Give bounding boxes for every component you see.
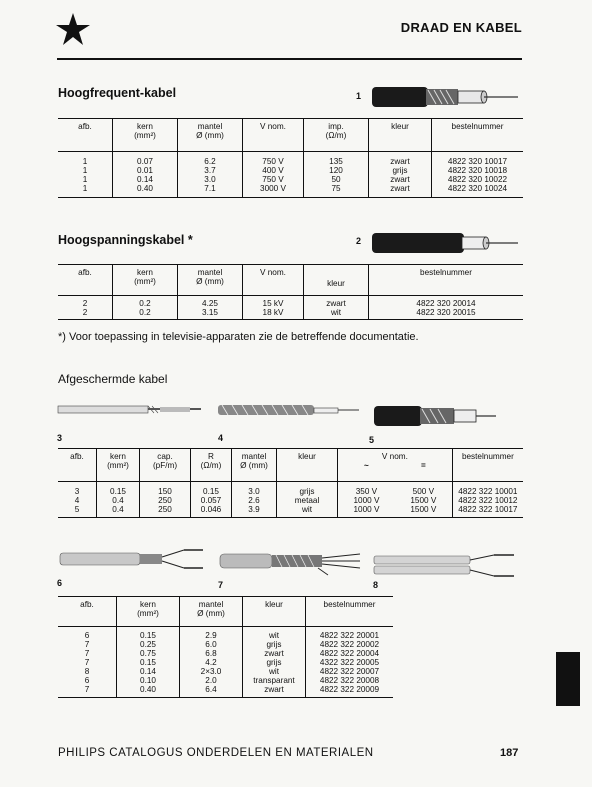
table-cell: 2.6: [232, 496, 277, 505]
table-cell: 750 V: [243, 175, 304, 184]
table-row: [58, 175, 523, 184]
table-cell: zwart: [369, 175, 432, 184]
figure-label-3: 3: [57, 433, 63, 443]
table-cell: 6: [84, 630, 90, 640]
table-shielded: [58, 448, 523, 518]
shielded-cable-illustration-5: [372, 404, 522, 428]
section-title-hv: Hoogspanningskabel *: [58, 233, 193, 247]
table-cell: 15 kV: [243, 299, 304, 308]
col-header: kleur: [304, 265, 369, 296]
table-row: [58, 685, 393, 694]
table-row: [58, 631, 393, 640]
table-cell: 7: [84, 639, 90, 649]
table-cell: 4822 322 20001: [306, 631, 394, 640]
table-cell: 0.2: [113, 299, 178, 308]
col-header: bestelnummer: [432, 119, 524, 152]
col-header: kleur: [369, 119, 432, 152]
dc-symbol: =: [420, 461, 426, 470]
ac-symbol: ~: [364, 461, 369, 470]
col-header: afb.: [78, 268, 92, 277]
table-cell: transparant: [243, 676, 306, 685]
figure-label-4: 4: [218, 433, 224, 443]
table-cell: 120: [304, 166, 369, 175]
table-cell: wit: [243, 667, 306, 676]
header-rule: [57, 58, 522, 60]
table-cell: 0.25: [117, 640, 180, 649]
table-cell: 0.15: [97, 487, 140, 496]
col-header: mantel Ø (mm): [178, 119, 243, 152]
table-cell: 5: [74, 504, 80, 514]
table-cell: 0.14: [113, 175, 178, 184]
col-header: afb.: [80, 600, 94, 609]
table-cell: 7.1: [178, 184, 243, 193]
table-cell: 4822 322 10017: [452, 505, 523, 514]
table-cell: 7: [84, 684, 90, 694]
table-cell: wit: [277, 505, 338, 514]
multicore-cable-illustration-8: [372, 550, 522, 580]
table-cell: 4822 320 20015: [369, 308, 524, 317]
table-row: [58, 505, 523, 514]
col-header: kern (mm²): [117, 597, 180, 627]
col-header: bestelnummer: [369, 265, 524, 296]
table-row: [58, 299, 523, 308]
table-cell: 4.2: [180, 658, 243, 667]
figure-label-1: 1: [356, 91, 362, 101]
table-cell: 4822 320 10017: [432, 157, 524, 166]
table-cell: 135: [304, 157, 369, 166]
table-cell: 4822 320 20014: [369, 299, 524, 308]
coax-cable-illustration-1: [370, 84, 520, 110]
table-cell: 0.01: [113, 166, 178, 175]
table-cell: 4.25: [178, 299, 243, 308]
table-cell: 4822 320 10024: [432, 184, 524, 193]
section-tab-marker: [556, 652, 580, 706]
table-hv: [58, 264, 523, 320]
col-header: cap. (pF/m): [140, 449, 191, 482]
table-row: [58, 667, 393, 676]
table-row: [58, 157, 523, 166]
table-cell: 3.9: [232, 505, 277, 514]
table-cell: 0.046: [191, 505, 232, 514]
footnote: *) Voor toepassing in televisie-apparaten zie de betreffende documentatie.: [58, 331, 419, 343]
table-cell: 2.0: [180, 676, 243, 685]
table-row: [58, 649, 393, 658]
table-cell: 8: [84, 666, 90, 676]
table-row: [58, 496, 523, 505]
multicore-cable-illustration-7: [218, 546, 368, 576]
table-cell: grijs: [243, 658, 306, 667]
table-cell: 0.40: [113, 184, 178, 193]
table-cell: 3.7: [178, 166, 243, 175]
table-row: [58, 308, 523, 317]
col-header: kleur: [277, 449, 338, 482]
table-cell: 0.4: [97, 505, 140, 514]
table-cell: 0.14: [117, 667, 180, 676]
table-cell: 1: [82, 165, 88, 175]
table-row: [58, 487, 523, 496]
col-header: mantel Ø (mm): [232, 449, 277, 482]
table-cell: 500 V: [412, 486, 435, 496]
hv-cable-illustration-2: [370, 231, 520, 255]
table-cell: 1000 V: [338, 505, 395, 514]
table-cell: 4322 322 20005: [306, 658, 394, 667]
table-cell: 6.2: [178, 157, 243, 166]
table-row: [58, 640, 393, 649]
table-cell: 4: [74, 495, 80, 505]
table-cell: 1: [82, 174, 88, 184]
table-cell: 0.15: [117, 658, 180, 667]
section-title-hf: Hoogfrequent-kabel: [58, 86, 177, 100]
figure-label-5: 5: [369, 435, 375, 445]
col-header: bestelnummer: [306, 597, 394, 627]
table-cell: 4822 322 20004: [306, 649, 394, 658]
table-cell: 6: [84, 675, 90, 685]
table-multi: [58, 596, 393, 698]
table-cell: 4822 322 10012: [452, 496, 523, 505]
table-cell: 7: [84, 648, 90, 658]
table-cell: zwart: [243, 649, 306, 658]
table-cell: grijs: [369, 166, 432, 175]
col-header: mantel Ø (mm): [180, 597, 243, 627]
col-header: afb.: [70, 452, 84, 461]
col-header: kern (mm²): [113, 265, 178, 296]
table-cell: zwart: [369, 157, 432, 166]
col-header: bestelnummer: [452, 449, 523, 482]
col-header: R (Ω/m): [191, 449, 232, 482]
col-header: V nom.: [243, 265, 304, 296]
table-cell: 50: [304, 175, 369, 184]
table-cell: zwart: [369, 184, 432, 193]
figure-label-7: 7: [218, 580, 224, 590]
table-cell: 1500 V: [410, 504, 437, 514]
table-cell: 4822 322 20009: [306, 685, 394, 694]
table-cell: 4822 320 10022: [432, 175, 524, 184]
table-cell: 0.07: [113, 157, 178, 166]
figure-label-2: 2: [356, 236, 362, 246]
table-cell: 2: [82, 298, 88, 308]
col-header: [338, 449, 453, 482]
table-cell: 1000 V: [338, 496, 395, 505]
table-cell: 350 V: [338, 487, 395, 496]
table-cell: 1: [82, 183, 88, 193]
table-cell: 4822 322 10001: [452, 487, 523, 496]
table-cell: 6.4: [180, 685, 243, 694]
table-cell: metaal: [277, 496, 338, 505]
table-cell: 0.75: [117, 649, 180, 658]
table-cell: 0.057: [191, 496, 232, 505]
table-cell: 3000 V: [243, 184, 304, 193]
table-cell: 4822 322 20007: [306, 667, 394, 676]
table-cell: 2: [82, 307, 88, 317]
table-cell: 1500 V: [410, 495, 437, 505]
page-header-title: DRAAD EN KABEL: [400, 20, 522, 35]
table-cell: 0.15: [191, 487, 232, 496]
multicore-cable-illustration-6: [58, 546, 208, 572]
table-cell: 4822 320 10018: [432, 166, 524, 175]
table-hf: [58, 118, 523, 198]
table-cell: 0.10: [117, 676, 180, 685]
col-header: mantel Ø (mm): [178, 265, 243, 296]
table-cell: 3.0: [178, 175, 243, 184]
section-title-shielded: Afgeschermde kabel: [58, 372, 168, 386]
table-cell: zwart: [304, 299, 369, 308]
table-cell: 6.8: [180, 649, 243, 658]
table-cell: 3: [74, 486, 80, 496]
table-row: [58, 658, 393, 667]
table-cell: wit: [243, 631, 306, 640]
table-cell: 4822 322 20008: [306, 676, 394, 685]
table-row: [58, 166, 523, 175]
table-cell: 250: [140, 496, 191, 505]
table-row: [58, 184, 523, 193]
table-cell: grijs: [277, 487, 338, 496]
figure-label-8: 8: [373, 580, 379, 590]
col-header: V nom.: [243, 119, 304, 152]
table-cell: 0.40: [117, 685, 180, 694]
table-cell: 250: [140, 505, 191, 514]
table-cell: 0.15: [117, 631, 180, 640]
table-cell: 150: [140, 487, 191, 496]
table-cell: 0.2: [113, 308, 178, 317]
col-header: kern (mm²): [97, 449, 140, 482]
table-cell: wit: [304, 308, 369, 317]
figure-label-6: 6: [57, 578, 63, 588]
shielded-cable-illustration-4: [216, 400, 361, 420]
col-header: kleur: [243, 597, 306, 627]
table-cell: grijs: [243, 640, 306, 649]
table-cell: 1: [82, 156, 88, 166]
table-cell: 0.4: [97, 496, 140, 505]
table-cell: 18 kV: [243, 308, 304, 317]
shielded-cable-illustration-3: [56, 398, 206, 420]
table-cell: 2.9: [180, 631, 243, 640]
table-cell: 750 V: [243, 157, 304, 166]
table-cell: zwart: [243, 685, 306, 694]
table-cell: 3.0: [232, 487, 277, 496]
page-number: 187: [500, 747, 519, 759]
table-cell: 4822 322 20002: [306, 640, 394, 649]
col-header: kern (mm²): [113, 119, 178, 152]
table-cell: 3.15: [178, 308, 243, 317]
table-cell: 6.0: [180, 640, 243, 649]
table-row: [58, 676, 393, 685]
col-header: afb.: [78, 122, 92, 131]
star-icon: [55, 12, 91, 46]
table-cell: 7: [84, 657, 90, 667]
col-header: imp. (Ω/m): [304, 119, 369, 152]
table-cell: 2×3.0: [180, 667, 243, 676]
table-cell: 400 V: [243, 166, 304, 175]
vnom-label: V nom.: [381, 452, 408, 461]
table-cell: 75: [304, 184, 369, 193]
footer-catalog-title: PHILIPS CATALOGUS ONDERDELEN EN MATERIALEN: [58, 747, 374, 759]
